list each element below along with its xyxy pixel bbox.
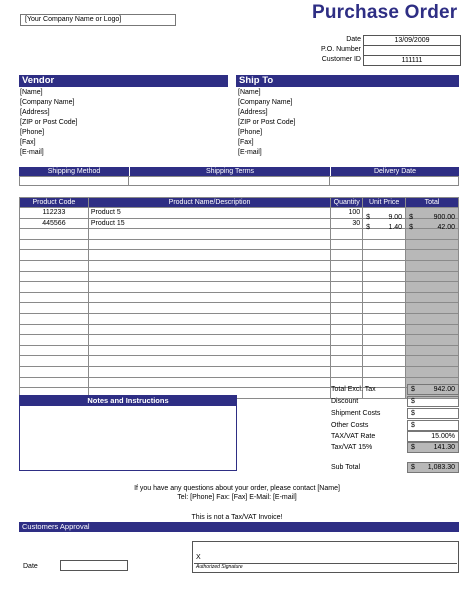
ship-to-company[interactable]: [Company Name] [238,99,293,106]
customer-id-label: Customer ID [321,56,361,63]
product-code-cell[interactable] [20,292,89,303]
date-label: Date [346,36,361,43]
ship-to-address[interactable]: [Address] [238,109,268,116]
summary-currency: $ [411,398,415,405]
summary-currency: $ [411,410,415,417]
unit-price-cell[interactable] [363,218,406,232]
quantity-cell[interactable] [331,271,363,282]
total-cell [406,313,459,324]
product-code-cell[interactable] [20,377,89,388]
tax-notice: This is not a Tax/VAT Invoice! [191,514,283,521]
total-cell [406,324,459,335]
vendor-company[interactable]: [Company Name] [20,99,75,106]
customer-id-field[interactable]: 111111 [363,55,461,66]
table-row [20,208,459,219]
po-number-label: P.O. Number [321,46,361,53]
summary-label: Tax/VAT 15% [331,444,373,451]
total-cell [406,356,459,367]
product-name-cell[interactable] [88,303,330,314]
unit-price-cell[interactable] [363,260,406,271]
table-row [20,260,459,271]
total-cell [406,366,459,377]
product-name-cell[interactable] [88,260,330,271]
unit-price-cell[interactable] [363,324,406,335]
items-body [20,208,459,399]
unit-price-cell[interactable] [363,250,406,261]
sub-total-amount: 1,083.30 [427,464,455,471]
delivery-date-field[interactable] [330,176,459,186]
unit-price-cell[interactable] [363,356,406,367]
product-code-cell[interactable] [20,282,89,293]
unit-price-cell[interactable] [363,335,406,346]
quantity-cell[interactable] [331,313,363,324]
quantity-cell[interactable]: 100 [331,208,363,219]
ship-to-address-block[interactable] [238,88,295,158]
total-cell [406,218,459,232]
date-field[interactable]: 13/09/2009 [363,35,461,46]
unit-price-currency: $ [366,224,371,232]
table-row [20,292,459,303]
quantity-cell[interactable] [331,356,363,367]
product-code-cell[interactable] [20,366,89,377]
total-cell [406,335,459,346]
product-code-cell[interactable] [20,356,89,367]
ship-to-name[interactable]: [Name] [238,89,261,96]
sub-total-label: Sub Total [331,464,361,471]
product-code-cell[interactable] [20,229,89,240]
product-name-cell[interactable] [88,366,330,377]
quantity-cell[interactable] [331,324,363,335]
product-code-cell[interactable] [20,271,89,282]
approval-date-label: Date [23,563,38,570]
table-row [20,324,459,335]
product-name-cell[interactable] [88,345,330,356]
ship-to-fax[interactable]: [Fax] [238,139,254,146]
unit-price-currency: $ [366,213,371,221]
delivery-date-header: Delivery Date [330,167,459,176]
table-row [20,218,459,229]
signature-x: X [196,554,201,561]
unit-price-cell[interactable] [363,366,406,377]
vendor-zip[interactable]: [ZIP or Post Code] [20,119,78,126]
product-name-cell[interactable] [88,239,330,250]
total-currency: $ [409,224,413,232]
product-name-cell[interactable] [88,229,330,240]
summary-amount: 15.00% [431,433,455,440]
col-unit-price: Unit Price [363,198,406,208]
sub-total-currency: $ [411,464,415,471]
contact-question: If you have any questions about your order, please contact [Name] [134,485,340,492]
vendor-heading: Vendor [19,75,228,87]
product-name-cell[interactable] [88,356,330,367]
unit-price-cell[interactable] [363,292,406,303]
product-code-cell[interactable] [20,303,89,314]
product-code-cell[interactable] [20,335,89,346]
vendor-email[interactable]: [E-mail] [20,149,44,156]
ship-to-heading: Ship To [236,75,459,87]
total-cell [406,345,459,356]
total-cell [406,260,459,271]
ship-to-zip[interactable]: [ZIP or Post Code] [238,119,296,126]
table-row [20,250,459,261]
table-row [20,282,459,293]
shipping-terms-field[interactable] [129,176,330,186]
table-row [20,356,459,367]
product-name-cell[interactable] [88,324,330,335]
summary-value[interactable] [407,431,459,442]
table-row [20,239,459,250]
product-name-cell[interactable]: Product 5 [88,208,330,219]
summary-label: TAX/VAT Rate [331,433,376,440]
total-cell [406,303,459,314]
product-code-cell[interactable]: 112233 [20,208,89,219]
vendor-address[interactable]: [Address] [20,109,50,116]
summary-value [407,442,459,453]
total-cell [406,292,459,303]
total-cell [406,239,459,250]
product-name-cell[interactable] [88,250,330,261]
product-code-cell[interactable] [20,313,89,324]
quantity-cell[interactable] [331,239,363,250]
notes-heading: Notes and Instructions [20,396,236,406]
table-row [20,271,459,282]
table-row [20,303,459,314]
shipping-method-header: Shipping Method [19,167,129,176]
company-name-field[interactable]: [Your Company Name or Logo] [20,14,176,26]
summary-currency: $ [411,422,415,429]
product-name-cell[interactable]: Product 15 [88,218,330,229]
customers-approval-heading: Customers Approval [19,522,459,532]
document-title: Purchase Order [312,2,458,23]
total-amount: 42.00 [437,224,455,232]
col-quantity: Quantity [331,198,363,208]
unit-price-cell[interactable] [363,208,406,219]
summary-label: Other Costs [331,422,369,429]
summary-value [407,384,459,395]
ship-to-phone[interactable]: [Phone] [238,129,263,136]
summary-currency: $ [411,386,415,393]
quantity-cell[interactable] [331,282,363,293]
total-cell [406,208,459,219]
unit-price-cell[interactable] [363,313,406,324]
ship-to-email[interactable]: [E-mail] [238,149,262,156]
summary-value[interactable] [407,420,459,431]
summary-value[interactable] [407,396,459,407]
product-code-cell[interactable] [20,239,89,250]
signature-label: Authorized Signature [196,564,243,570]
table-row [20,313,459,324]
total-cell [406,250,459,261]
product-code-cell[interactable] [20,260,89,271]
summary-value[interactable] [407,408,459,419]
product-name-cell[interactable] [88,271,330,282]
product-name-cell[interactable] [88,377,330,388]
unit-price-amount: 9.00 [388,213,403,221]
col-product-name: Product Name/Description [88,198,330,208]
vendor-address-block[interactable] [20,88,77,158]
unit-price-cell[interactable] [363,271,406,282]
vendor-fax[interactable]: [Fax] [20,139,36,146]
product-name-cell[interactable] [88,282,330,293]
total-cell [406,271,459,282]
product-name-cell[interactable] [88,292,330,303]
product-name-cell[interactable] [88,335,330,346]
quantity-cell[interactable]: 30 [331,218,363,229]
notes-box[interactable] [19,395,237,471]
product-code-cell[interactable] [20,345,89,356]
summary-label: Total Excl. Tax [331,386,376,393]
col-total: Total [406,198,459,208]
approval-date-field[interactable] [60,560,128,571]
signature-box[interactable] [192,541,459,573]
items-table [19,197,459,399]
summary-label: Discount [331,398,359,405]
col-product-code: Product Code [20,198,89,208]
table-row [20,345,459,356]
quantity-cell[interactable] [331,229,363,240]
quantity-cell[interactable] [331,292,363,303]
summary-label: Shipment Costs [331,410,381,417]
unit-price-cell[interactable] [363,239,406,250]
unit-price-cell[interactable] [363,282,406,293]
sub-total-value [407,462,459,473]
unit-price-amount: 1.40 [388,224,403,232]
unit-price-cell[interactable] [363,345,406,356]
vendor-name[interactable]: [Name] [20,89,43,96]
shipping-terms-header: Shipping Terms [129,167,330,176]
total-cell [406,282,459,293]
summary-currency: $ [411,444,415,451]
unit-price-cell[interactable] [363,303,406,314]
quantity-cell[interactable] [331,260,363,271]
quantity-cell[interactable] [331,303,363,314]
product-code-cell[interactable] [20,324,89,335]
summary-amount: 141.30 [433,444,455,451]
shipping-method-field[interactable] [19,176,129,186]
contact-details: Tel: [Phone] Fax: [Fax] E-Mail: [E-mail] [177,494,297,501]
quantity-cell[interactable] [331,335,363,346]
vendor-phone[interactable]: [Phone] [20,129,45,136]
quantity-cell[interactable] [331,250,363,261]
quantity-cell[interactable] [331,345,363,356]
product-name-cell[interactable] [88,313,330,324]
table-row [20,366,459,377]
summary-amount: 942.00 [433,386,455,393]
product-code-cell[interactable] [20,250,89,261]
quantity-cell[interactable] [331,366,363,377]
product-code-cell[interactable]: 445566 [20,218,89,229]
table-row [20,335,459,346]
